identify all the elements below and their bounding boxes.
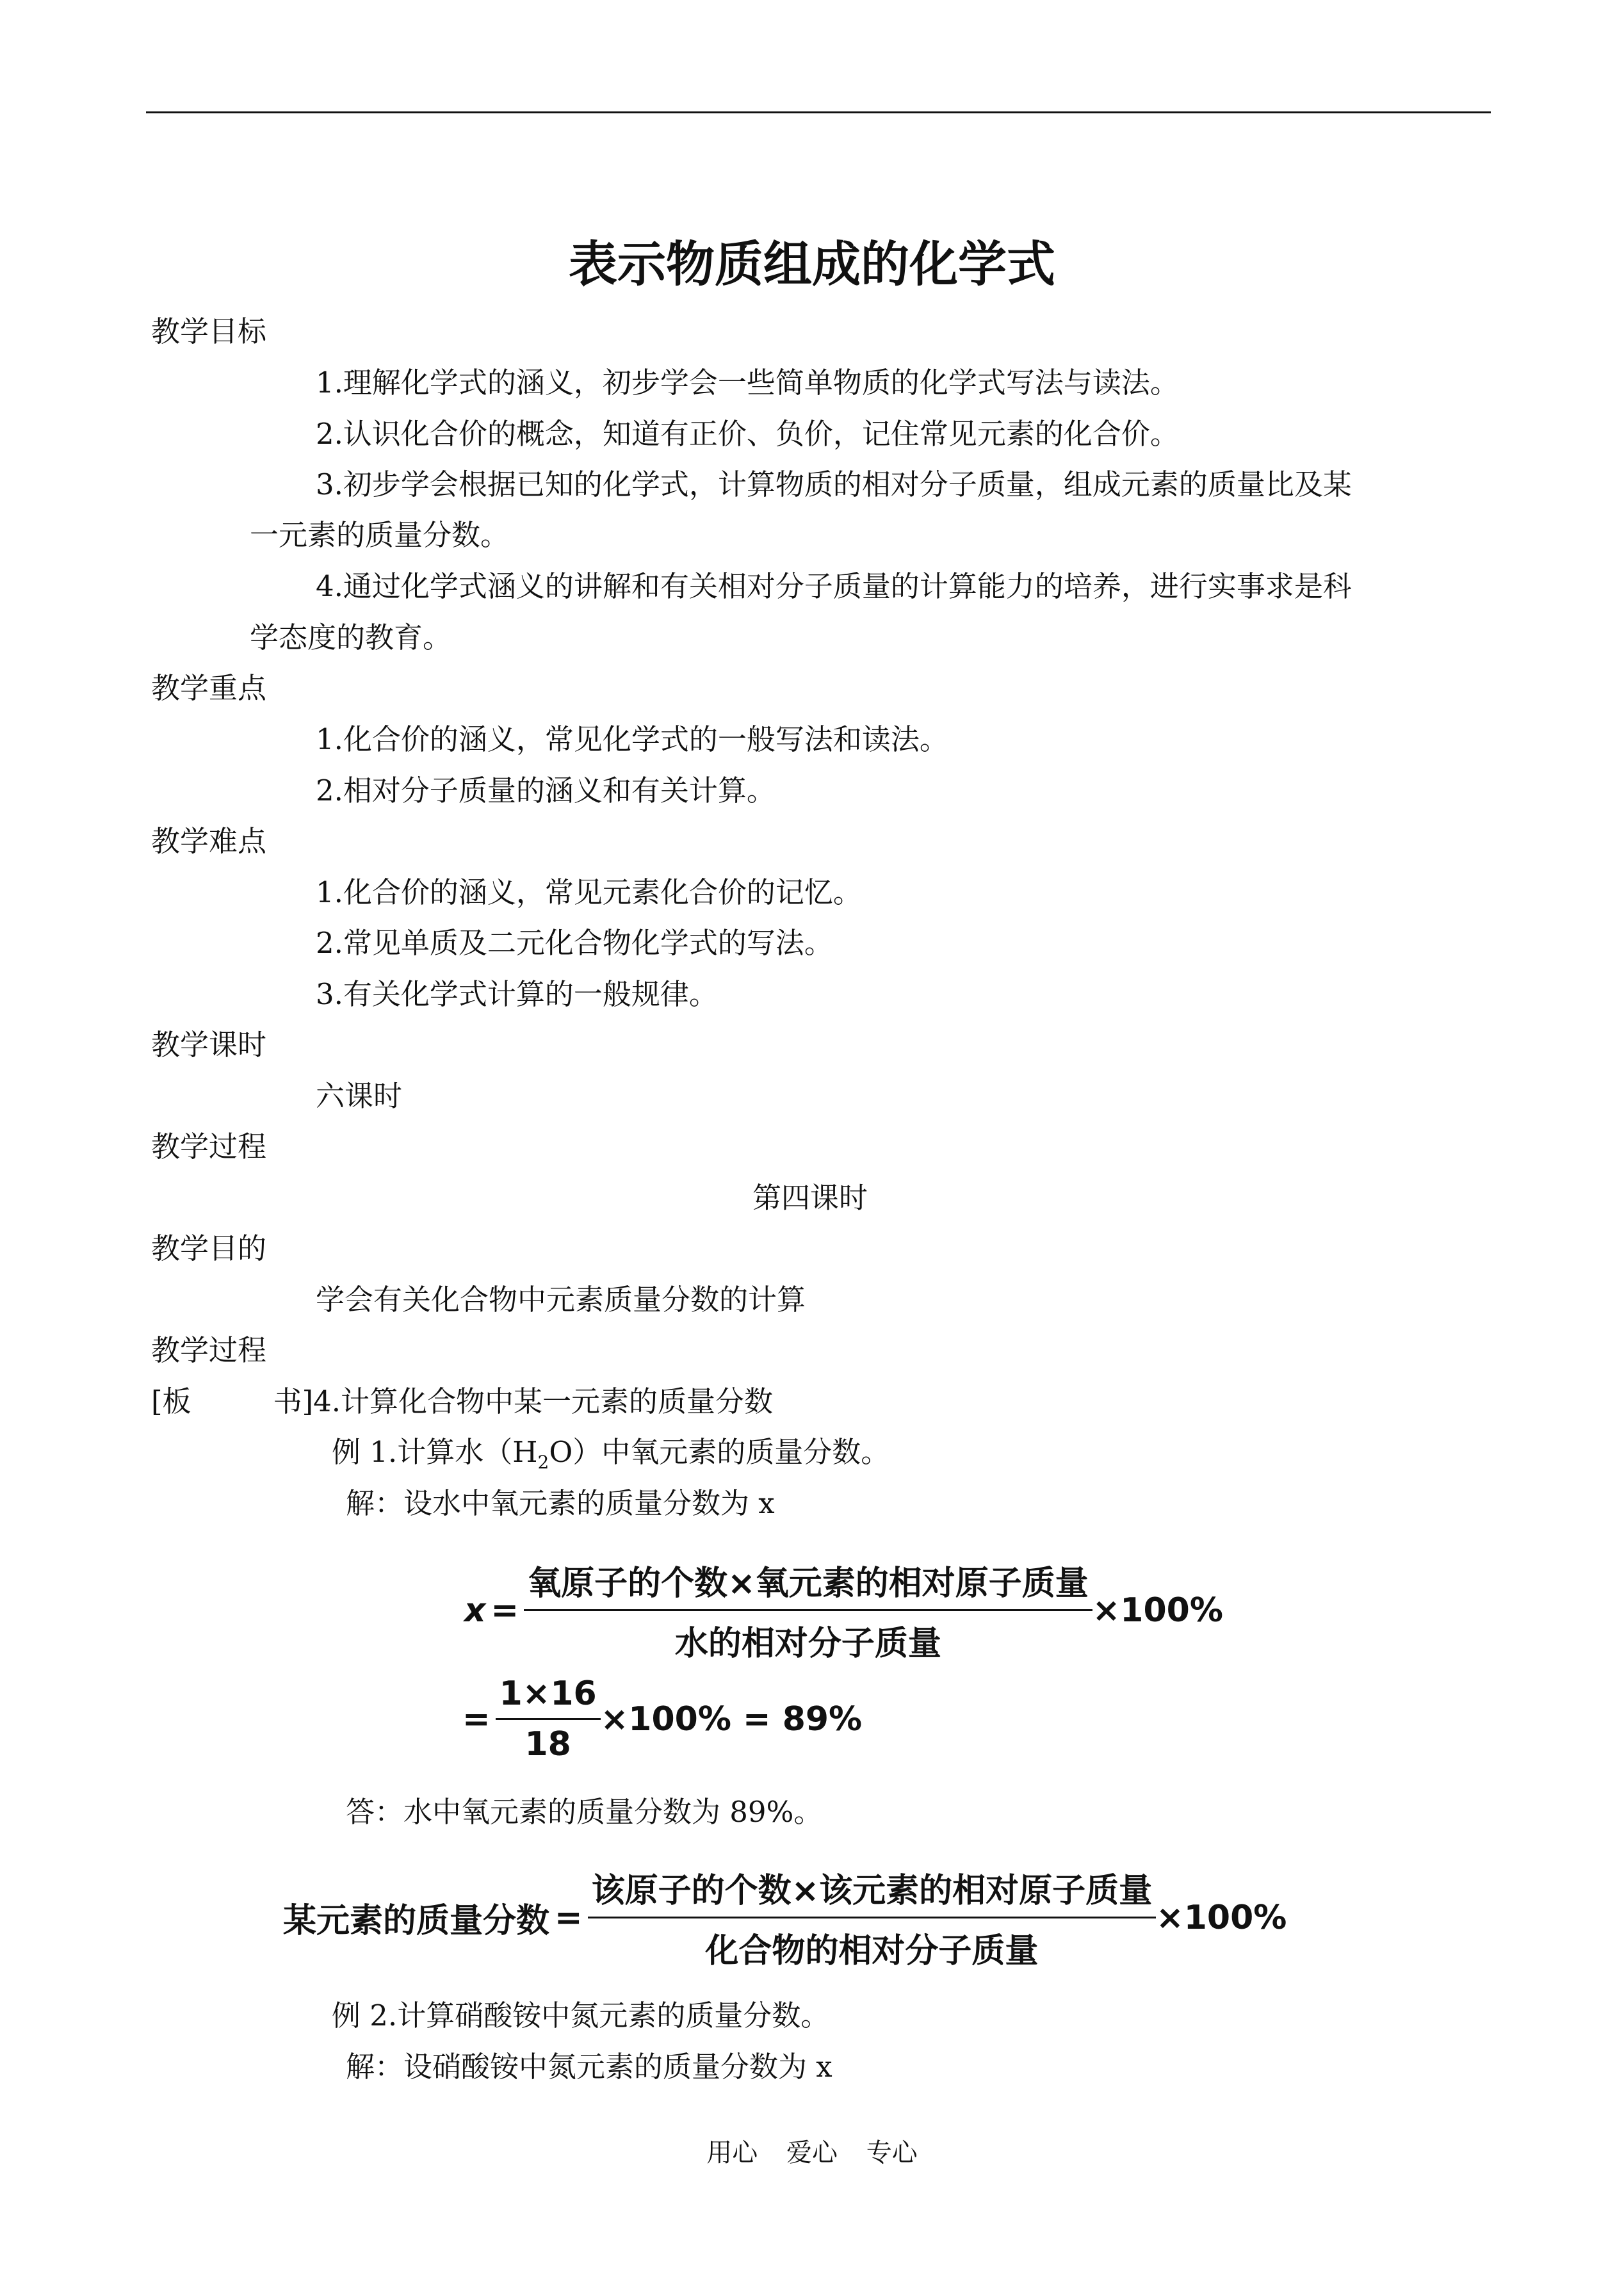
formula-result: ×100% = 89% [600, 1699, 863, 1739]
hours-heading: 教学课时 [151, 1028, 267, 1062]
goal-item-continuation: 学态度的教育。 [250, 620, 452, 654]
hours-value: 六课时 [316, 1079, 403, 1113]
fraction-numerator: 1×16 [496, 1675, 601, 1720]
key-item: 1.化合价的涵义，常见化学式的一般写法和读法。 [316, 722, 948, 756]
difficult-item: 1.化合价的涵义，常见元素化合价的记忆。 [316, 875, 862, 909]
formula-lhs: 某元素的质量分数 [283, 1902, 550, 1940]
goal-item: 3.初步学会根据已知的化学式，计算物质的相对分子质量，组成元素的质量比及某 [316, 467, 1352, 501]
goal-item-continuation: 一元素的质量分数。 [250, 518, 510, 552]
formula-oxygen-calc: = $\frac{1\times 16}{18}$ ×100% = 89% [462, 1675, 863, 1764]
difficult-item: 2.常见单质及二元化合物化学式的写法。 [316, 926, 833, 960]
fraction-numerator: 该原子的个数×该元素的相对原子质量 [588, 1863, 1157, 1918]
board-bracket-open: [板 [151, 1384, 191, 1418]
process-heading-2: 教学过程 [151, 1333, 267, 1367]
purpose-heading: 教学目的 [151, 1231, 267, 1265]
page-title: 表示物质组成的化学式 [569, 236, 1055, 293]
subscript-2: 2 [537, 1452, 549, 1473]
board-line [151, 1383, 773, 1421]
goal-item: 1.理解化学式的涵义，初步学会一些简单物质的化学式写法与读法。 [316, 366, 1179, 400]
example2-question: 例 2.计算硝酸铵中氮元素的质量分数。 [332, 1999, 830, 2032]
example1-answer: 答：水中氧元素的质量分数为 89%。 [346, 1795, 823, 1829]
formula-percent: ×100% [1156, 1898, 1287, 1937]
fraction-denominator: 18 [524, 1725, 571, 1764]
header-rule [146, 111, 1491, 113]
goals-heading: 教学目标 [151, 314, 267, 348]
fraction [524, 1556, 1092, 1664]
page-footer: 用心 爱心 专心 [706, 2138, 918, 2168]
purpose-text: 学会有关化合物中元素质量分数的计算 [316, 1283, 806, 1317]
board-text: 4.计算化合物中某一元素的质量分数 [313, 1384, 774, 1418]
formula-percent: ×100% [1092, 1591, 1223, 1630]
formula-general: 某元素的质量分数 = $\frac{\text{该原子的个数×该元素的相对原子质量}}{\text{化合物的相对分子质量}}$ ×100% [283, 1863, 1287, 1972]
example1-question: 例 1.计算水$(H_2O)$中氧元素的质量分数。 [332, 1435, 890, 1473]
key-item: 2.相对分子质量的涵义和有关计算。 [316, 774, 775, 807]
fraction-denominator: 水的相对分子质量 [674, 1625, 941, 1663]
fraction [588, 1863, 1157, 1972]
example2-solution: 解：设硝酸铵中氮元素的质量分数为 x [346, 2050, 832, 2084]
difficult-heading: 教学难点 [151, 824, 267, 858]
lesson-label: 第四课时 [752, 1181, 868, 1215]
goal-item: 2.认识化合价的概念，知道有正价、负价，记住常见元素的化合价。 [316, 417, 1179, 451]
process-heading: 教学过程 [151, 1130, 267, 1164]
board-bracket-close: 书] [273, 1384, 314, 1418]
fraction-denominator: 化合物的相对分子质量 [705, 1932, 1039, 1970]
formula-oxygen-fraction: x = $\frac{\text{氧原子的个数×氧元素的相对原子质量}}{\text{水的相对分子质量}}$ ×100% [464, 1556, 1223, 1664]
fraction-numerator: 氧原子的个数×氧元素的相对原子质量 [524, 1556, 1092, 1611]
fraction [496, 1675, 601, 1764]
goal-item: 4.通过化学式涵义的讲解和有关相对分子质量的计算能力的培养，进行实事求是科 [316, 569, 1352, 603]
example1-solution: 解：设水中氧元素的质量分数为 x [346, 1486, 775, 1520]
difficult-item: 3.有关化学式计算的一般规律。 [316, 977, 718, 1011]
key-heading: 教学重点 [151, 671, 267, 705]
formula-variable: x [464, 1591, 486, 1630]
